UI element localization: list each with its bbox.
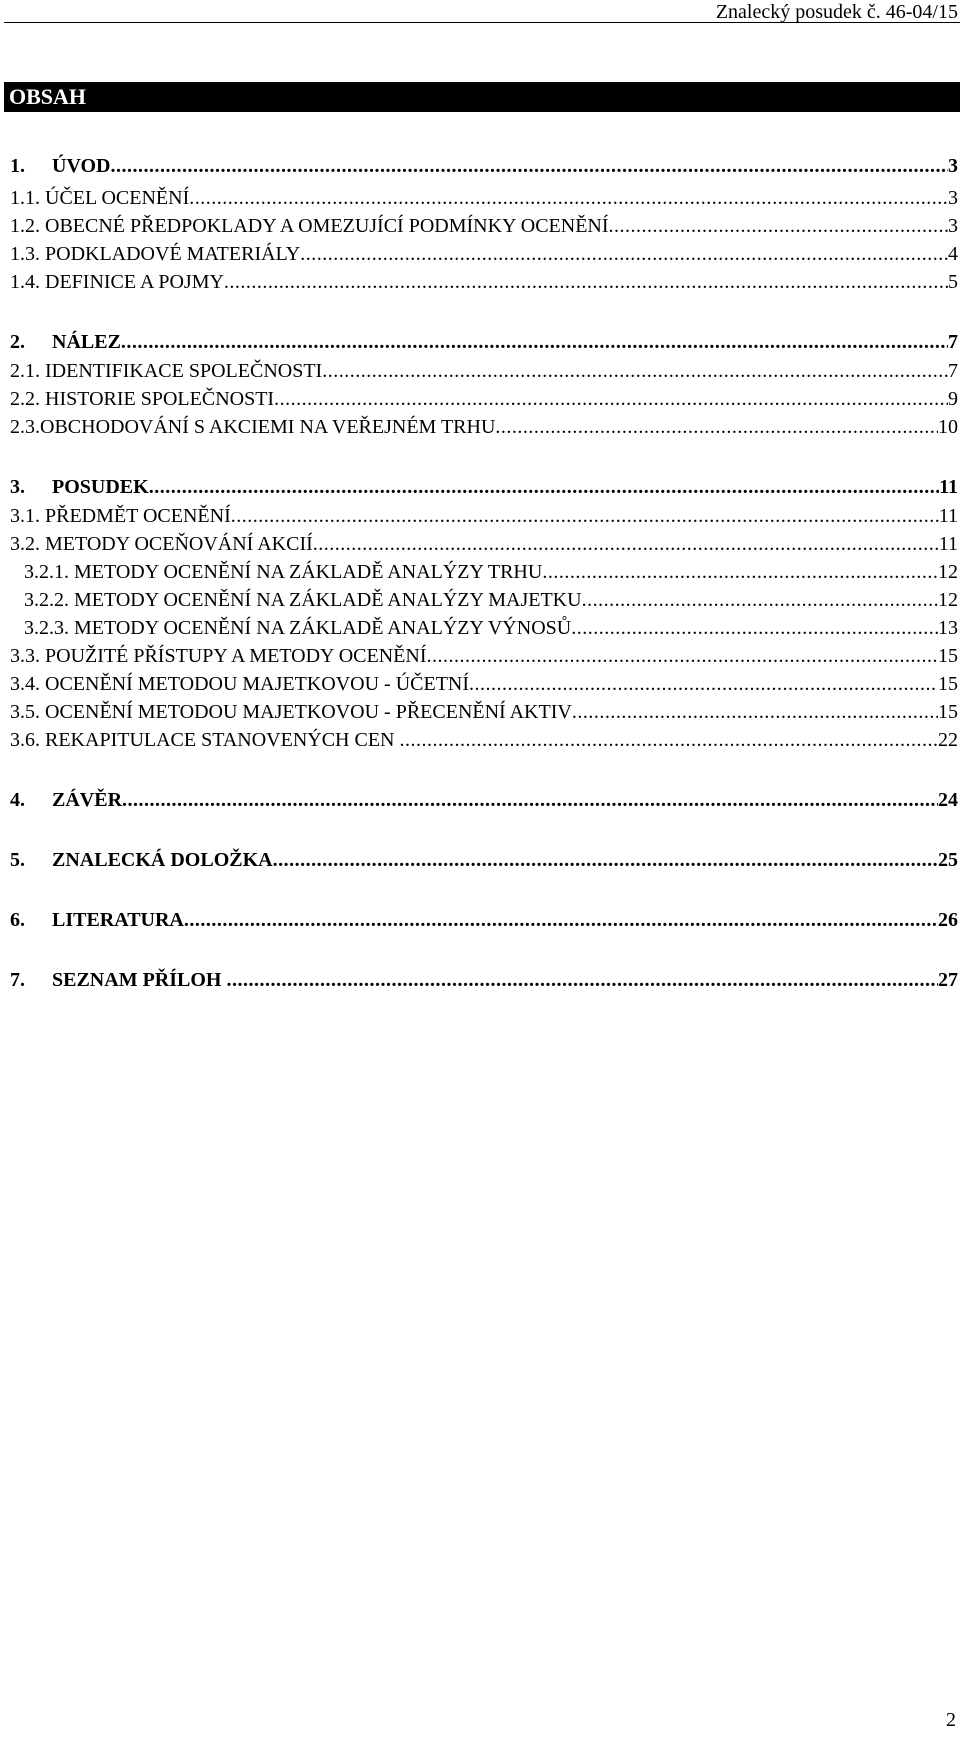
toc-entry-leader (274, 385, 948, 413)
toc-entry-page: 3 (948, 155, 958, 177)
toc-entry-page: 5 (948, 271, 958, 293)
toc-entry-page: 10 (938, 416, 958, 438)
toc-entry-title: 1.2. OBECNÉ PŘEDPOKLADY A OMEZUJÍCÍ PODMÍNKY OCENĚNÍ (10, 215, 609, 237)
toc-entry-title: 3.2.3. METODY OCENĚNÍ NA ZÁKLADĚ ANALÝZY VÝNOSŮ (24, 617, 572, 639)
toc-entry-number: 3. (10, 476, 25, 498)
toc-entry-number: 4. (10, 789, 25, 811)
toc-entry[interactable] (10, 726, 958, 754)
toc-entry[interactable] (10, 152, 958, 180)
toc-entry-leader (224, 268, 948, 296)
toc-entry-page: 3 (948, 215, 958, 237)
toc-entry-title: 3.3. POUŽITÉ PŘÍSTUPY A METODY OCENĚNÍ (10, 645, 427, 667)
toc-entry-leader (273, 846, 938, 874)
toc-entry-title: 1.4. DEFINICE A POJMY (10, 271, 224, 293)
toc-entry-title: 3.2.1. METODY OCENĚNÍ NA ZÁKLADĚ ANALÝZY TRHU (24, 561, 543, 583)
toc-entry-page: 11 (939, 476, 958, 498)
toc-entry-title: 1.3. PODKLADOVÉ MATERIÁLY (10, 243, 301, 265)
toc-entry-leader (571, 614, 938, 642)
toc-entry-leader (226, 966, 938, 994)
toc-entry-title: 2.1. IDENTIFIKACE SPOLEČNOSTI (10, 360, 323, 382)
toc-entry-page: 15 (938, 701, 958, 723)
toc-entry-title: 3.2.2. METODY OCENĚNÍ NA ZÁKLADĚ ANALÝZY MAJETKU (24, 589, 582, 611)
toc-entry-number: 2. (10, 331, 25, 353)
toc-entry[interactable] (10, 786, 958, 814)
toc-entry-leader (121, 328, 948, 356)
header-divider (4, 22, 960, 23)
toc-entry-page: 15 (938, 645, 958, 667)
toc-entry-page: 11 (938, 505, 958, 527)
toc-entry-page: 4 (948, 243, 958, 265)
toc-entry[interactable] (10, 642, 958, 670)
toc-entry-page: 24 (938, 789, 958, 811)
toc-entry-leader (400, 726, 938, 754)
toc-entry-leader (572, 698, 938, 726)
toc-entry-leader (609, 212, 948, 240)
toc-entry-leader (189, 184, 948, 212)
toc-entry-page: 7 (948, 331, 958, 353)
toc-entry-number: 7. (10, 969, 25, 991)
toc-entry-page: 27 (938, 969, 958, 991)
toc-entry-title: POSUDEK (52, 476, 149, 498)
toc-entry-leader (469, 670, 938, 698)
toc-entry[interactable] (10, 586, 958, 614)
toc-entry-title: NÁLEZ (52, 331, 121, 353)
toc-entry-leader (122, 786, 938, 814)
toc-entry[interactable] (10, 385, 958, 413)
toc-entry-title: 3.1. PŘEDMĚT OCENĚNÍ (10, 505, 231, 527)
toc-entry-leader (582, 586, 938, 614)
toc-entry-page: 3 (948, 187, 958, 209)
toc-entry[interactable] (10, 906, 958, 934)
page-number: 2 (946, 1709, 956, 1731)
toc-entry-title: LITERATURA (52, 909, 184, 931)
toc-entry-title: 3.6. REKAPITULACE STANOVENÝCH CEN (10, 729, 400, 751)
toc-entry-title: 3.4. OCENĚNÍ METODOU MAJETKOVOU - ÚČETNÍ (10, 673, 470, 695)
toc-entry-leader (313, 530, 939, 558)
toc-entry-leader (322, 357, 948, 385)
toc-entry-title: ZNALECKÁ DOLOŽKA (52, 849, 273, 871)
toc-entry[interactable] (10, 670, 958, 698)
toc-entry-number: 5. (10, 849, 25, 871)
document-header-title: Znalecký posudek č. 46-04/15 (715, 1, 958, 23)
toc-entry[interactable] (10, 473, 958, 501)
toc-entry-leader (111, 152, 949, 180)
toc-entry-page: 22 (938, 729, 958, 751)
toc-entry-number: 6. (10, 909, 25, 931)
toc-entry-page: 26 (938, 909, 958, 931)
toc-entry-page: 9 (948, 388, 958, 410)
toc-entry-page: 11 (938, 533, 958, 555)
toc-entry[interactable] (10, 212, 958, 240)
toc-entry-leader (184, 906, 938, 934)
toc-entry-title: 2.2. HISTORIE SPOLEČNOSTI (10, 388, 275, 410)
toc-entry-title: ZÁVĚR (52, 789, 123, 811)
toc-entry-leader (542, 558, 938, 586)
toc-entry-page: 25 (938, 849, 958, 871)
toc-entry-title: ÚVOD (52, 155, 111, 177)
toc-heading: OBSAH (4, 82, 960, 112)
toc-entry-page: 7 (948, 360, 958, 382)
toc-entry-leader (300, 240, 948, 268)
toc-entry-title: 2.3.OBCHODOVÁNÍ S AKCIEMI NA VEŘEJNÉM TRHU (10, 416, 496, 438)
toc-entry-page: 15 (938, 673, 958, 695)
toc-entry-leader (149, 473, 939, 501)
toc-entry-title: 3.5. OCENĚNÍ METODOU MAJETKOVOU - PŘECENĚNÍ AKTIV (10, 701, 572, 723)
toc-entry-number: 1. (10, 155, 25, 177)
toc-entry-title: 3.2. METODY OCEŇOVÁNÍ AKCIÍ (10, 533, 313, 555)
toc-entry[interactable] (10, 558, 958, 586)
toc-entry[interactable] (10, 184, 958, 212)
toc-entry-leader (231, 502, 939, 530)
toc-entry[interactable] (10, 698, 958, 726)
toc-entry-page: 13 (938, 617, 958, 639)
toc-entry[interactable] (10, 614, 958, 642)
toc-entry-leader (495, 413, 938, 441)
toc-entry[interactable] (10, 846, 958, 874)
toc-entry[interactable] (10, 502, 958, 530)
toc-entry-page: 12 (938, 589, 958, 611)
toc-entry[interactable] (10, 413, 958, 441)
toc-entry-title: SEZNAM PŘÍLOH (52, 969, 227, 991)
toc-entry[interactable] (10, 268, 958, 296)
toc-entry-page: 12 (938, 561, 958, 583)
toc-entry-leader (427, 642, 939, 670)
toc-entry[interactable] (10, 530, 958, 558)
toc-entry[interactable] (10, 328, 958, 356)
toc-entry[interactable] (10, 357, 958, 385)
toc-entry-title: 1.1. ÚČEL OCENĚNÍ (10, 187, 190, 209)
toc-entry[interactable] (10, 966, 958, 994)
toc-entry[interactable] (10, 240, 958, 268)
